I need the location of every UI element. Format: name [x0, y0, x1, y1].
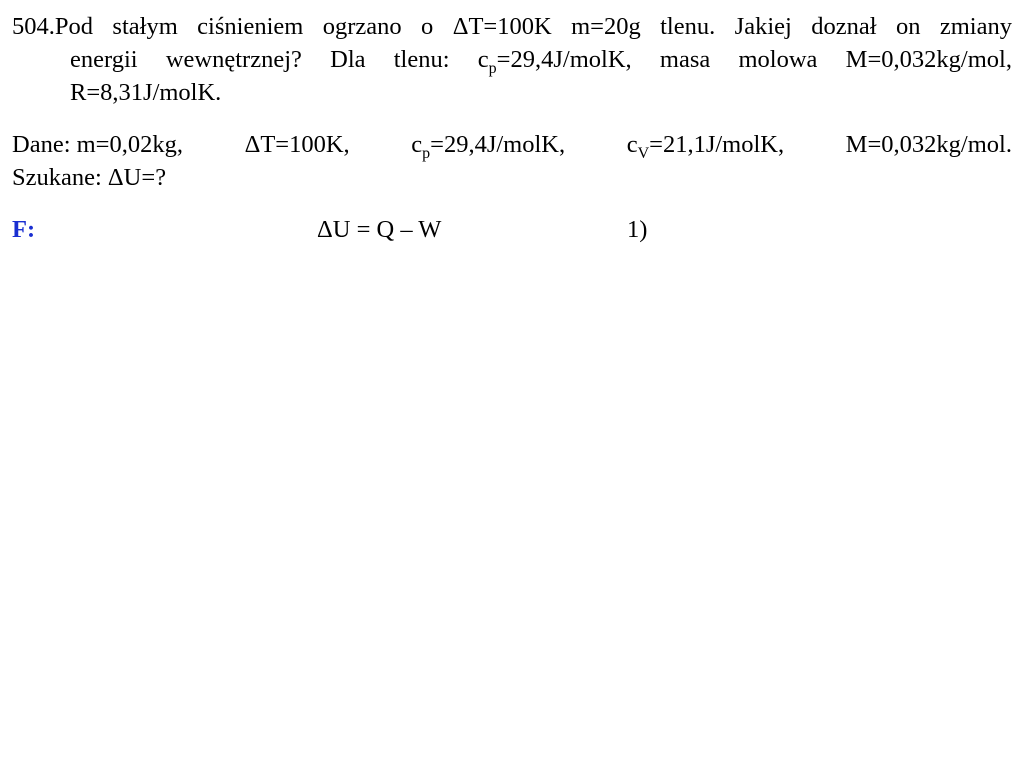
cp-subscript: p	[422, 145, 431, 162]
given-mass: Dane: m=0,02kg,	[12, 131, 183, 158]
cv-value: =21,1J/molK,	[649, 131, 785, 158]
problem-cp-value	[478, 43, 632, 76]
problem-word: on	[895, 13, 921, 40]
problem-word: ogrzano	[322, 13, 402, 40]
sought-line	[12, 161, 1012, 194]
problem-word: doznał	[811, 13, 877, 40]
problem-word: energii	[70, 46, 138, 73]
problem-word: ciśnieniem	[197, 13, 304, 40]
problem-line-3	[12, 76, 1012, 109]
problem-word: m=20g	[571, 13, 641, 40]
problem-line-1	[12, 10, 1012, 43]
problem-line-2	[12, 43, 1012, 76]
problem-number: 504.	[12, 13, 55, 40]
problem-statement	[12, 10, 1012, 109]
problem-word: ΔT=100K	[452, 13, 552, 40]
formula-row	[12, 213, 1012, 246]
problem-word: Jakiej	[734, 13, 792, 40]
problem-word: Pod	[54, 13, 94, 40]
sought-quantity: Szukane: ΔU=?	[12, 164, 167, 191]
problem-word: masa	[659, 46, 711, 73]
problem-word: M=0,032kg/mol,	[845, 46, 1012, 73]
problem-word: molowa	[738, 46, 818, 73]
formula-label: F:	[12, 216, 36, 243]
cp-value: =29,4J/molK,	[430, 131, 566, 158]
given-line	[12, 128, 1012, 161]
cp-subscript: p	[488, 60, 497, 77]
cp-value: =29,4J/molK,	[496, 46, 632, 73]
cv-symbol: c	[626, 131, 638, 158]
given-section	[12, 128, 1012, 194]
given-cp	[411, 128, 565, 161]
cv-subscript: V	[637, 145, 650, 162]
problem-word: o	[421, 13, 434, 40]
formula-equation: ΔU = Q – W	[317, 216, 442, 243]
problem-word: tlenu.	[660, 13, 716, 40]
given-molar-mass: M=0,032kg/mol.	[845, 131, 1012, 158]
cp-symbol: c	[411, 131, 423, 158]
problem-word: tlenu:	[393, 46, 450, 73]
problem-number-and-first-word	[12, 10, 93, 43]
given-delta-t: ΔT=100K,	[244, 131, 350, 158]
formula-number: 1)	[627, 216, 648, 243]
problem-word: zmiany	[939, 13, 1012, 40]
problem-word: wewnętrznej?	[165, 46, 302, 73]
given-cv	[627, 128, 784, 161]
problem-word: Dla	[330, 46, 366, 73]
problem-word: stałym	[112, 13, 178, 40]
cp-symbol: c	[477, 46, 489, 73]
problem-r-constant: R=8,31J/molK.	[70, 79, 222, 106]
